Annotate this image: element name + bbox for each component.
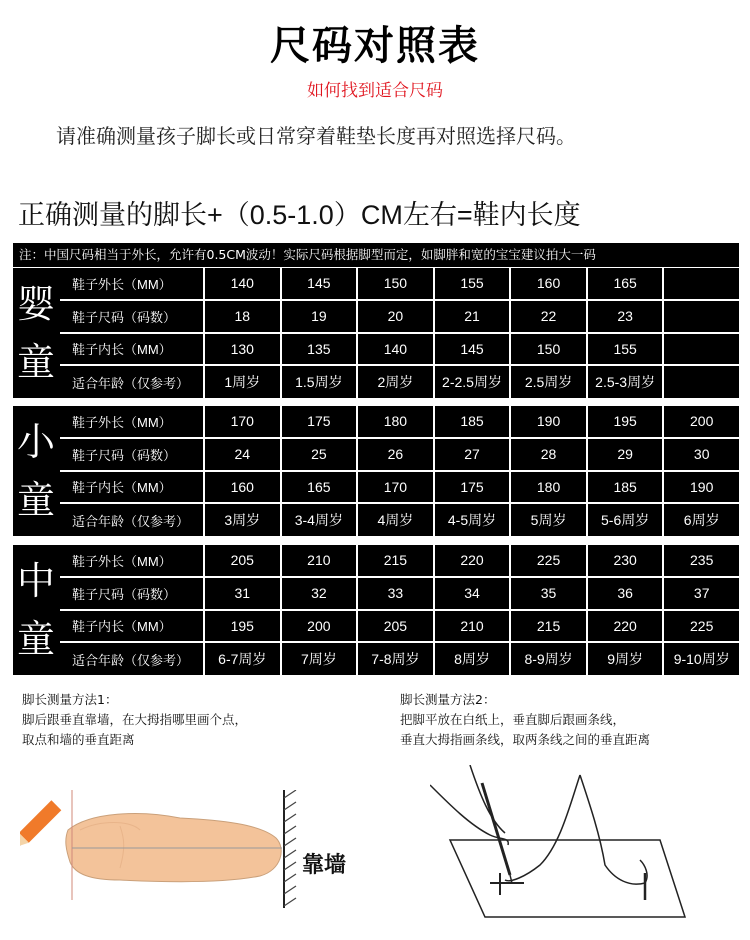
cell-age: 9-10周岁: [664, 643, 739, 675]
cell-outer: 205: [205, 545, 280, 576]
cell-inner: 150: [511, 334, 586, 365]
cell-size: 32: [282, 578, 357, 609]
cell-inner: 215: [511, 611, 586, 642]
cell-size: 25: [282, 439, 357, 470]
cell-age: 4周岁: [358, 504, 433, 536]
cell-size: [664, 301, 739, 332]
cell-outer: 230: [588, 545, 663, 576]
page-title: 尺码对照表: [270, 23, 480, 69]
cell-size: 20: [358, 301, 433, 332]
cell-age: 5周岁: [511, 504, 586, 536]
section-label-bottom: 童: [16, 617, 55, 661]
cell-size: 21: [435, 301, 510, 332]
row-header-outer: 鞋子外长（MM）: [60, 268, 203, 299]
cell-inner: 160: [205, 472, 280, 503]
cell-size: 27: [435, 439, 510, 470]
row-header-age: 适合年龄（仅参考）: [60, 366, 203, 398]
cell-outer: 145: [282, 268, 357, 299]
cell-inner: 175: [435, 472, 510, 503]
cell-outer: 190: [511, 406, 586, 437]
cell-inner: 170: [358, 472, 433, 503]
cell-age: 3-4周岁: [282, 504, 357, 536]
cell-outer: 185: [435, 406, 510, 437]
cell-inner: 195: [205, 611, 280, 642]
method-1-title: 脚长测量方法1：: [22, 692, 118, 707]
intro-text: 请准确测量孩子脚长或日常穿着鞋垫长度再对照选择尺码。: [56, 124, 576, 148]
cell-age: 2-2.5周岁: [435, 366, 510, 398]
foot-against-wall-illustration: [20, 790, 310, 910]
cell-inner: [664, 334, 739, 365]
cell-inner: 155: [588, 334, 663, 365]
cell-inner: 165: [282, 472, 357, 503]
cell-inner: 220: [588, 611, 663, 642]
method-1-line-2: 取点和墙的垂直距离: [22, 732, 135, 747]
cell-outer: 215: [358, 545, 433, 576]
cell-size: 37: [664, 578, 739, 609]
cell-size: 31: [205, 578, 280, 609]
cell-inner: 130: [205, 334, 280, 365]
cell-size: 29: [588, 439, 663, 470]
cell-age: 1周岁: [205, 366, 280, 398]
cell-outer: 220: [435, 545, 510, 576]
section-label-top: 小: [16, 420, 55, 464]
cell-outer: 235: [664, 545, 739, 576]
measurement-formula: 正确测量的脚长+（0.5-1.0）CM左右=鞋内长度: [18, 200, 581, 230]
pencil-icon: [20, 800, 61, 852]
cell-size: 36: [588, 578, 663, 609]
cell-inner: 210: [435, 611, 510, 642]
cell-inner: 190: [664, 472, 739, 503]
foot-on-paper-illustration: [430, 765, 695, 925]
cell-outer: 165: [588, 268, 663, 299]
row-header-age: 适合年龄（仅参考）: [60, 643, 203, 675]
method-2-text: [400, 690, 650, 750]
cell-size: 30: [664, 439, 739, 470]
cell-outer: 195: [588, 406, 663, 437]
row-header-age: 适合年龄（仅参考）: [60, 504, 203, 536]
cell-age: 7周岁: [282, 643, 357, 675]
cell-inner: 140: [358, 334, 433, 365]
cell-outer: [664, 268, 739, 299]
cell-size: 33: [358, 578, 433, 609]
paper-sheet: [450, 840, 685, 917]
cell-size: 35: [511, 578, 586, 609]
cell-outer: 170: [205, 406, 280, 437]
cell-outer: 180: [358, 406, 433, 437]
section-label-bottom: 童: [16, 340, 55, 384]
cell-inner: 185: [588, 472, 663, 503]
row-header-size: 鞋子尺码（码数）: [60, 301, 203, 332]
wall-label: 靠墙: [302, 853, 347, 878]
size-grid: [60, 268, 739, 398]
size-section-2: [13, 545, 739, 675]
cell-age: 3周岁: [205, 504, 280, 536]
page-subtitle: 如何找到适合尺码: [307, 81, 443, 101]
cell-age: [664, 366, 739, 398]
cell-inner: 180: [511, 472, 586, 503]
cell-age: 5-6周岁: [588, 504, 663, 536]
cell-inner: 135: [282, 334, 357, 365]
section-label: [13, 268, 59, 398]
cell-inner: 225: [664, 611, 739, 642]
size-section-0: [13, 268, 739, 398]
cell-age: 6周岁: [664, 504, 739, 536]
row-header-outer: 鞋子外长（MM）: [60, 406, 203, 437]
cell-age: 6-7周岁: [205, 643, 280, 675]
size-grid: [60, 406, 739, 536]
method-2-line-1: 把脚平放在白纸上，垂直脚后跟画条线，: [400, 712, 626, 727]
cell-size: 28: [511, 439, 586, 470]
section-label: [13, 545, 59, 675]
method-2-line-2: 垂直大拇指画条线，取两条线之间的垂直距离: [400, 732, 651, 747]
wall-hatching: [284, 790, 296, 906]
row-header-inner: 鞋子内长（MM）: [60, 334, 203, 365]
cell-inner: 205: [358, 611, 433, 642]
cell-age: 8周岁: [435, 643, 510, 675]
cell-outer: 225: [511, 545, 586, 576]
cell-age: 8-9周岁: [511, 643, 586, 675]
cell-age: 1.5周岁: [282, 366, 357, 398]
cell-size: 24: [205, 439, 280, 470]
cell-outer: 200: [664, 406, 739, 437]
cell-size: 22: [511, 301, 586, 332]
cell-size: 34: [435, 578, 510, 609]
cell-outer: 150: [358, 268, 433, 299]
row-header-inner: 鞋子内长（MM）: [60, 611, 203, 642]
method-1-text: [22, 690, 247, 750]
size-section-1: [13, 406, 739, 536]
method-2-title: 脚长测量方法2：: [400, 692, 496, 707]
cell-age: 4-5周岁: [435, 504, 510, 536]
cell-size: 19: [282, 301, 357, 332]
cell-size: 23: [588, 301, 663, 332]
row-header-outer: 鞋子外长（MM）: [60, 545, 203, 576]
size-note-bar: 注：中国尺码相当于外长，允许有0.5CM波动！实际尺码根据脚型而定，如脚胖和宽的宝宝建议拍大一码: [13, 243, 739, 267]
section-label-top: 婴: [16, 282, 55, 326]
row-header-inner: 鞋子内长（MM）: [60, 472, 203, 503]
cell-inner: 200: [282, 611, 357, 642]
cell-outer: 175: [282, 406, 357, 437]
cell-outer: 210: [282, 545, 357, 576]
size-grid: [60, 545, 739, 675]
cell-age: 9周岁: [588, 643, 663, 675]
cell-outer: 160: [511, 268, 586, 299]
cell-age: 2周岁: [358, 366, 433, 398]
cell-outer: 155: [435, 268, 510, 299]
section-label-top: 中: [16, 559, 55, 603]
cell-age: 2.5-3周岁: [588, 366, 663, 398]
section-label: [13, 406, 59, 536]
cell-size: 18: [205, 301, 280, 332]
section-label-bottom: 童: [16, 478, 55, 522]
cell-inner: 145: [435, 334, 510, 365]
method-1-line-1: 脚后跟垂直靠墙，在大拇指哪里画个点，: [22, 712, 248, 727]
cell-age: 7-8周岁: [358, 643, 433, 675]
cell-size: 26: [358, 439, 433, 470]
cell-age: 2.5周岁: [511, 366, 586, 398]
row-header-size: 鞋子尺码（码数）: [60, 578, 203, 609]
row-header-size: 鞋子尺码（码数）: [60, 439, 203, 470]
cell-outer: 140: [205, 268, 280, 299]
